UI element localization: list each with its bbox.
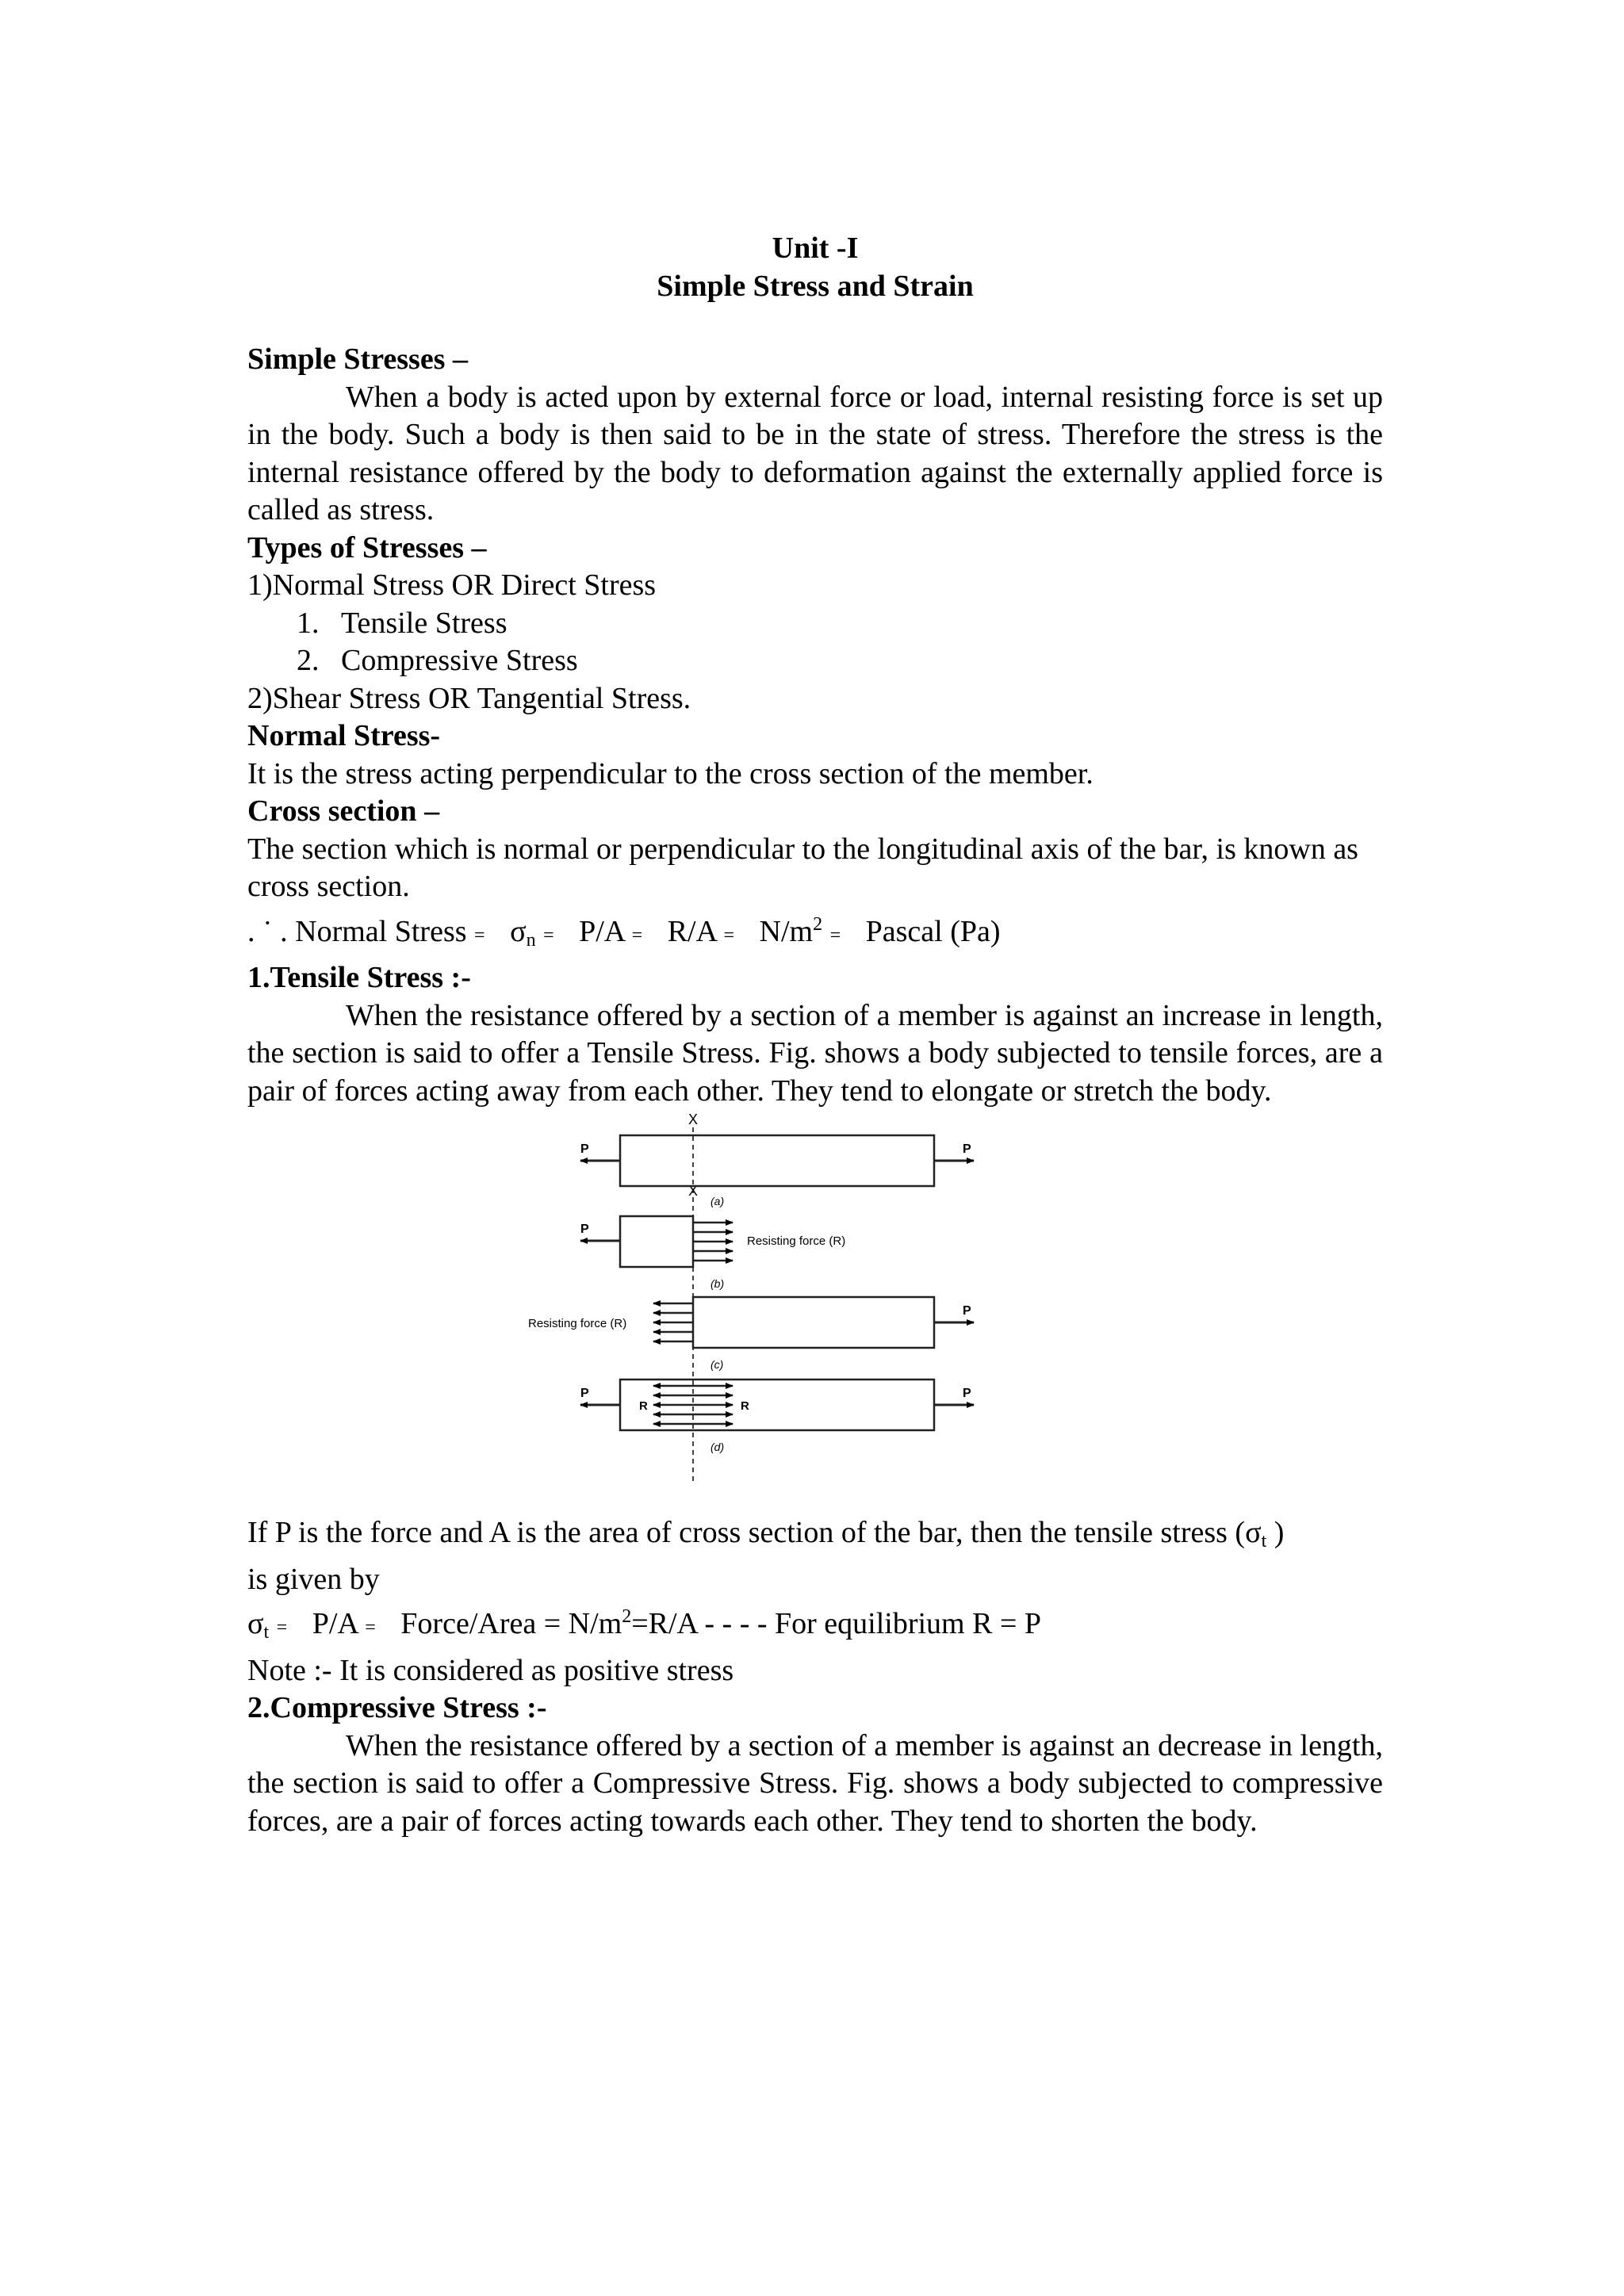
internal-force-label-r: R <box>741 1399 749 1413</box>
cross-section-heading: Cross section – <box>247 794 440 828</box>
force-label-p: P <box>963 1387 971 1400</box>
equals-sign: = <box>723 924 734 946</box>
equals-sign: = <box>829 924 841 946</box>
section-label-top: X <box>688 1112 699 1127</box>
normal-stress-formula <box>247 906 1383 960</box>
sigma-symbol: σ <box>510 914 527 948</box>
bar-b <box>620 1216 693 1267</box>
internal-force-label-r: R <box>639 1399 648 1413</box>
sigma-symbol: σ <box>247 1607 264 1640</box>
bar-c <box>693 1297 934 1348</box>
tensile-stress-formula <box>247 1598 1383 1652</box>
types-subitem-tensile <box>247 605 1383 643</box>
subitem-number: 2. <box>297 644 320 677</box>
resisting-arrows-c <box>653 1303 693 1341</box>
formula-pascal: Pascal (Pa) <box>865 914 1001 948</box>
tensile-intro-close: ) <box>1266 1516 1285 1549</box>
compressive-stress-paragraph: When the resistance offered by a section of a member is against an decrease in length, the section is said to offer a Compressive Stress. Fig. shows a body subjected to compressive forces, are a pair of forces acting towards each other. They tend to shorten the body. <box>247 1728 1383 1838</box>
sigma-subscript: t <box>263 1622 270 1643</box>
formula-p-over-a: P/A <box>579 914 625 948</box>
tensile-intro-continued: is given by <box>247 1562 380 1596</box>
tensile-stress-intro <box>247 1514 1383 1561</box>
types-subitem-compressive <box>247 642 1383 680</box>
subitem-number: 1. <box>297 606 320 640</box>
tensile-stress-heading: 1.Tensile Stress :- <box>247 961 471 994</box>
normal-stress-heading: Normal Stress- <box>247 719 441 752</box>
force-label-p: P <box>580 1387 589 1400</box>
bar-a <box>620 1135 934 1186</box>
formula-equilibrium: =R/A - - - - For equilibrium R = P <box>631 1607 1042 1640</box>
caption-d: (d) <box>710 1441 725 1453</box>
force-label-p: P <box>963 1304 971 1318</box>
sigma-symbol: σ <box>1245 1516 1262 1549</box>
page-title: Simple Stress and Strain <box>657 269 974 303</box>
caption-b: (b) <box>710 1277 725 1290</box>
tensile-stress-paragraph: When the resistance offered by a section of a member is against an increase in length, the section is said to offer a Tensile Stress. Fig. shows a body subjected to tensile forces, are a pair of forces acting away from each other. They tend to elongate or stretch the body. <box>247 998 1383 1108</box>
formula-p-over-a: P/A <box>312 1607 358 1640</box>
equals-sign: = <box>276 1617 288 1638</box>
equals-sign: = <box>365 1617 376 1638</box>
simple-stresses-paragraph: When a body is acted upon by external force or load, internal resisting force is set up in the body. Such a body is then said to be in the state of stress. Therefore the stress is the internal resistance offered by the body to deformation against the externally applied force is called as stress. <box>247 380 1383 526</box>
tensile-stress-figure <box>247 1112 1383 1492</box>
formula-r-over-a: R/A <box>667 914 716 948</box>
sigma-subscript: n <box>526 929 536 951</box>
resisting-force-label-c: Resisting force (R) <box>528 1317 627 1330</box>
tensile-figure-svg <box>528 1112 979 1484</box>
resisting-arrows-b <box>693 1223 733 1261</box>
normal-stress-definition: It is the stress acting perpendicular to the cross section of the member. <box>247 756 1094 790</box>
formula-force-area: Force/Area = N/m <box>400 1607 622 1640</box>
force-label-p: P <box>580 1142 589 1156</box>
unit-superscript: 2 <box>813 913 823 935</box>
section-label-bottom: X <box>688 1183 699 1199</box>
types-heading: Types of Stresses – <box>247 530 487 564</box>
unit-superscript: 2 <box>622 1606 632 1627</box>
compressive-stress-heading: 2.Compressive Stress :- <box>247 1691 547 1724</box>
subitem-label: Compressive Stress <box>341 644 578 677</box>
equals-sign: = <box>474 924 485 946</box>
caption-a: (a) <box>710 1195 725 1207</box>
types-item-1: 1)Normal Stress OR Direct Stress <box>247 568 657 602</box>
document-content <box>247 230 1383 1840</box>
force-label-p: P <box>580 1223 589 1236</box>
caption-c: (c) <box>710 1358 724 1371</box>
formula-unit: N/m <box>759 914 814 948</box>
force-label-p: P <box>963 1142 971 1156</box>
resisting-force-label-b: Resisting force (R) <box>747 1234 846 1248</box>
unit-heading: Unit -I <box>772 232 859 265</box>
cross-section-definition: The section which is normal or perpendicular to the longitudinal axis of the bar, is known as cross section. <box>247 832 1358 903</box>
equals-sign: = <box>543 924 554 946</box>
equals-sign: = <box>631 924 643 946</box>
types-item-2: 2)Shear Stress OR Tangential Stress. <box>247 681 691 715</box>
subitem-label: Tensile Stress <box>341 606 508 640</box>
sigma-subscript: t <box>1261 1531 1267 1552</box>
formula-prefix: . ˙ . Normal Stress <box>247 914 467 948</box>
tensile-note: Note :- It is considered as positive stress <box>247 1653 734 1687</box>
simple-stresses-heading: Simple Stresses – <box>247 342 468 376</box>
tensile-intro-text: If P is the force and A is the area of cross section of the bar, then the tensile stress ( <box>247 1516 1246 1549</box>
